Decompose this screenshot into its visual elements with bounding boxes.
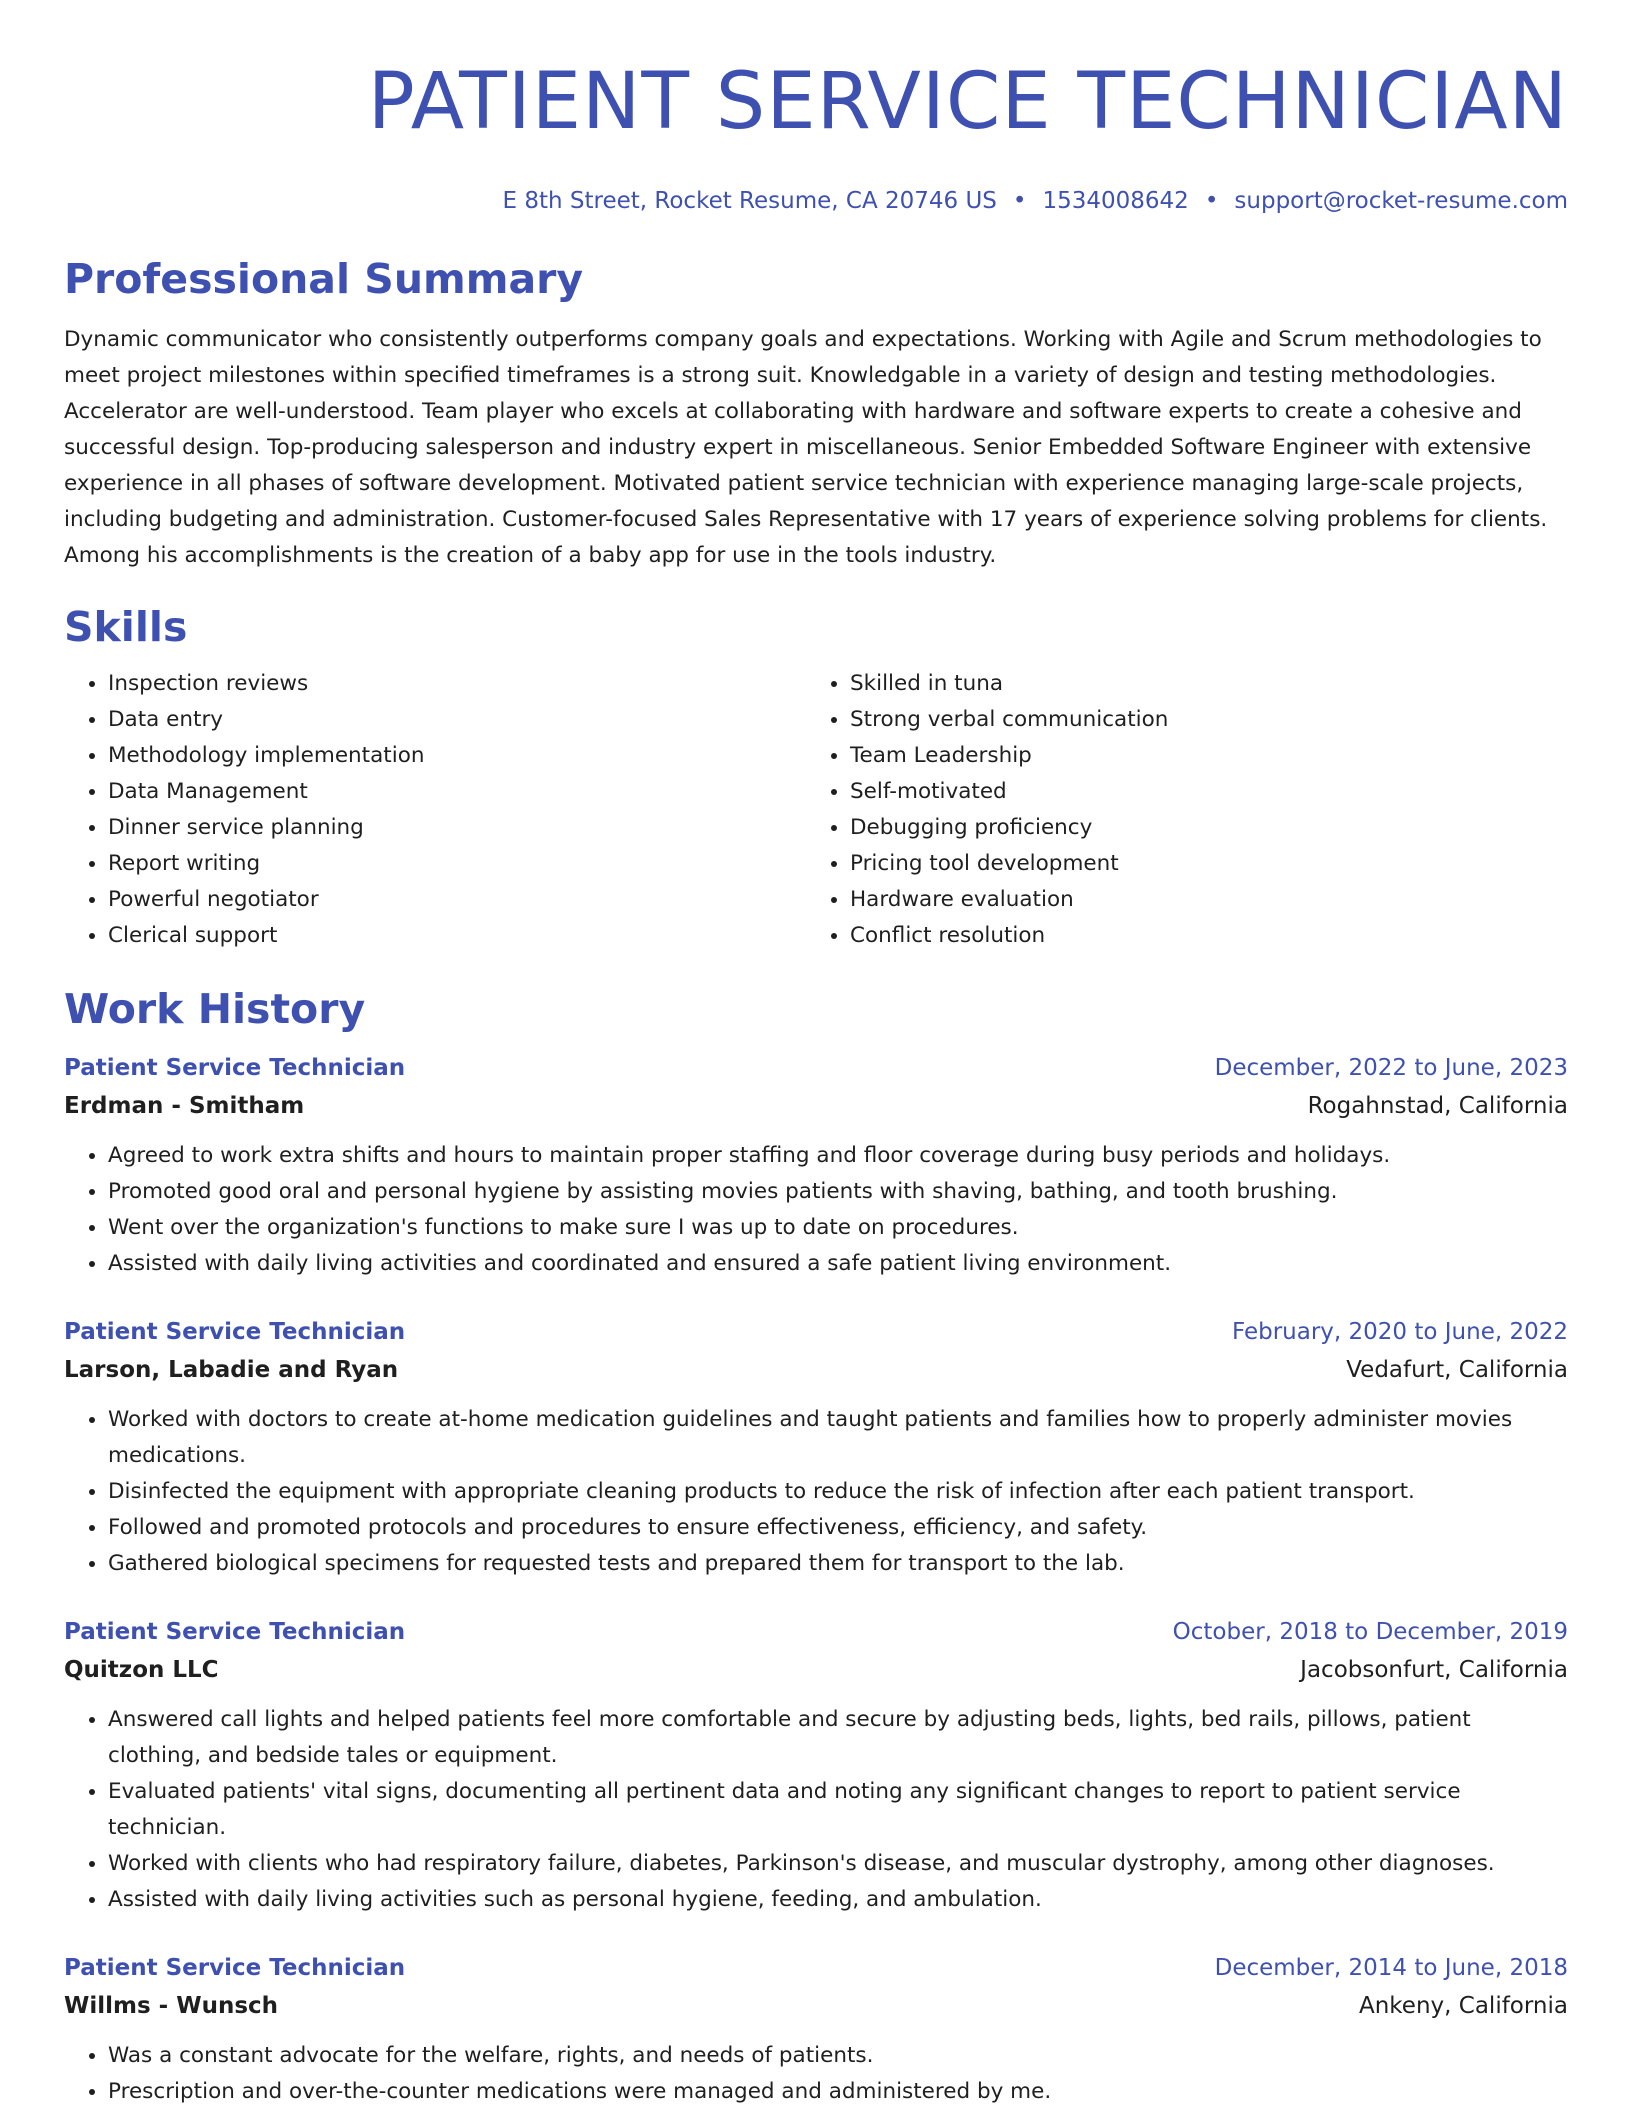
duties-list bbox=[64, 1138, 1568, 1282]
duty-item: • Disinfected the equipment with appropriate cleaning products to reduce the risk of infection after each patient transport. bbox=[108, 1474, 1568, 1510]
job-entry bbox=[64, 1952, 1568, 2110]
job-location: Vedafurt, California bbox=[1346, 1357, 1568, 1383]
resume-name: PATIENT SERVICE TECHNICIAN bbox=[367, 57, 1568, 147]
job-entry bbox=[64, 1052, 1568, 1282]
job-dates: October, 2018 to December, 2019 bbox=[1172, 1619, 1568, 1645]
skill-item: • Self-motivated bbox=[850, 774, 1548, 810]
skills-column-right bbox=[806, 666, 1548, 954]
duty-item: • Promoted good oral and personal hygiene by assisting movies patients with shaving, bathing, and tooth brushing. bbox=[108, 1174, 1568, 1210]
job-location: Jacobsonfurt, California bbox=[1300, 1657, 1568, 1683]
skill-item: • Team Leadership bbox=[850, 738, 1548, 774]
duty-item: • Worked with clients who had respiratory failure, diabetes, Parkinson's disease, and muscular dystrophy, among other diagnoses. bbox=[108, 1846, 1568, 1882]
skills-column-left bbox=[64, 666, 806, 954]
summary-heading: Professional Summary bbox=[64, 255, 584, 303]
job-title: Patient Service Technician bbox=[64, 1319, 406, 1345]
contact-separator: • bbox=[1012, 188, 1027, 214]
job-title: Patient Service Technician bbox=[64, 1055, 406, 1081]
duty-item: • Was a constant advocate for the welfare, rights, and needs of patients. bbox=[108, 2038, 1568, 2074]
duty-item: • Followed and promoted protocols and procedures to ensure effectiveness, efficiency, and safety. bbox=[108, 1510, 1568, 1546]
job-entry bbox=[64, 1616, 1568, 1918]
skill-item: • Hardware evaluation bbox=[850, 882, 1548, 918]
duty-item: • Went over the organization's functions to make sure I was up to date on procedures. bbox=[108, 1210, 1568, 1246]
job-dates: December, 2014 to June, 2018 bbox=[1214, 1955, 1568, 1981]
contact-line bbox=[64, 186, 1568, 216]
contact-email[interactable]: support@rocket-resume.com bbox=[1234, 188, 1568, 214]
company-name: Willms - Wunsch bbox=[64, 1993, 279, 2019]
skill-item: • Report writing bbox=[108, 846, 806, 882]
duty-item: • Assisted with daily living activities such as personal hygiene, feeding, and ambulation. bbox=[108, 1882, 1568, 1918]
duty-item: • Gathered biological specimens for requested tests and prepared them for transport to the lab. bbox=[108, 1546, 1568, 1582]
duty-item: • Prescription and over-the-counter medications were managed and administered by me. bbox=[108, 2074, 1568, 2110]
skill-item: • Strong verbal communication bbox=[850, 702, 1548, 738]
skill-item: • Data entry bbox=[108, 702, 806, 738]
duty-item: • Assisted with daily living activities and coordinated and ensured a safe patient living environment. bbox=[108, 1246, 1568, 1282]
job-title: Patient Service Technician bbox=[64, 1619, 406, 1645]
duty-item: • Agreed to work extra shifts and hours to maintain proper staffing and floor coverage during busy periods and holidays. bbox=[108, 1138, 1568, 1174]
duties-list bbox=[64, 2038, 1568, 2110]
job-dates: December, 2022 to June, 2023 bbox=[1214, 1055, 1568, 1081]
skill-item: • Methodology implementation bbox=[108, 738, 806, 774]
skills-list bbox=[64, 666, 1568, 954]
skills-heading: Skills bbox=[64, 603, 188, 651]
summary-text: Dynamic communicator who consistently outperforms company goals and expectations. Working with Agile and Scrum methodologies to meet project milestones within specified timeframes is a strong suit. Knowledgable in a variety of design and testing methodologies. Accelerator are well-understood. Team player who excels at collaborating with hardware and software experts to create a cohesive and successful design. Top-producing salesperson and industry expert in miscellaneous. Senior Embedded Software Engineer with extensive experience in all phases of software development. Motivated patient service technician with experience managing large-scale projects, including budgeting and administration. Customer-focused Sales Representative with 17 years of experience solving problems for clients. Among his accomplishments is the creation of a baby app for use in the tools industry. bbox=[64, 327, 1548, 568]
job-dates: February, 2020 to June, 2022 bbox=[1231, 1319, 1568, 1345]
job-location: Ankeny, California bbox=[1359, 1993, 1568, 2019]
duties-list bbox=[64, 1702, 1568, 1918]
contact-address: E 8th Street, Rocket Resume, CA 20746 US bbox=[502, 188, 997, 214]
skill-item: • Debugging proficiency bbox=[850, 810, 1548, 846]
duties-list bbox=[64, 1402, 1568, 1582]
resume-page bbox=[64, 0, 1568, 2110]
skill-item: • Pricing tool development bbox=[850, 846, 1548, 882]
job-title: Patient Service Technician bbox=[64, 1955, 406, 1981]
company-name: Erdman - Smitham bbox=[64, 1093, 305, 1119]
duty-item: • Worked with doctors to create at-home medication guidelines and taught patients and families how to properly administer movies medications. bbox=[108, 1402, 1568, 1474]
job-location: Rogahnstad, California bbox=[1307, 1093, 1568, 1119]
contact-phone: 1534008642 bbox=[1042, 188, 1189, 214]
duty-item: • Answered call lights and helped patients feel more comfortable and secure by adjusting beds, lights, bed rails, pillows, patient clothing, and bedside tales or equipment. bbox=[108, 1702, 1568, 1774]
skill-item: • Clerical support bbox=[108, 918, 806, 954]
company-name: Larson, Labadie and Ryan bbox=[64, 1357, 399, 1383]
skill-item: • Data Management bbox=[108, 774, 806, 810]
skill-item: • Powerful negotiator bbox=[108, 882, 806, 918]
contact-separator: • bbox=[1204, 188, 1219, 214]
company-name: Quitzon LLC bbox=[64, 1657, 219, 1683]
duty-item: • Evaluated patients' vital signs, documenting all pertinent data and noting any significant changes to report to patient service technician. bbox=[108, 1774, 1568, 1846]
job-entry bbox=[64, 1316, 1568, 1582]
work-history-heading: Work History bbox=[64, 985, 366, 1033]
skill-item: • Dinner service planning bbox=[108, 810, 806, 846]
skill-item: • Conflict resolution bbox=[850, 918, 1548, 954]
skill-item: • Inspection reviews bbox=[108, 666, 806, 702]
skill-item: • Skilled in tuna bbox=[850, 666, 1548, 702]
